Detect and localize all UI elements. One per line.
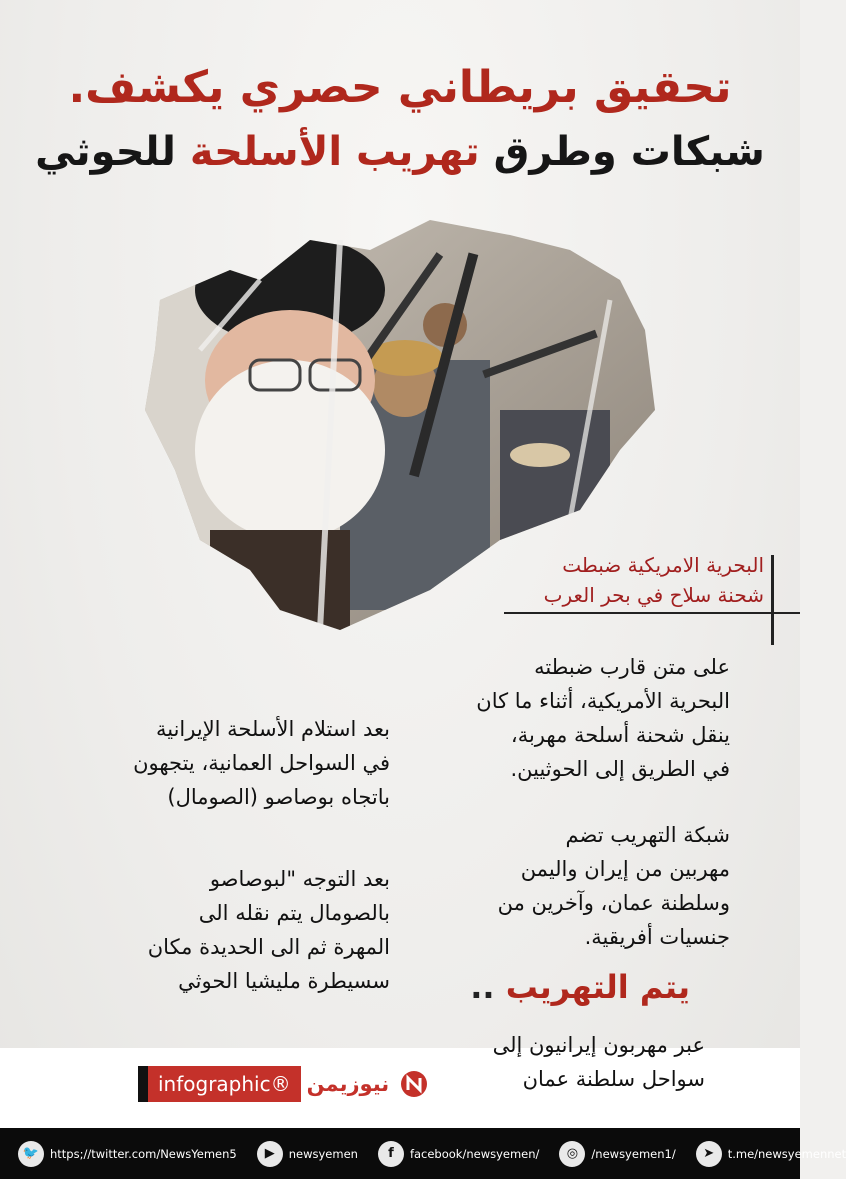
text-line: وسلطنة عمان، وآخرين من bbox=[497, 891, 730, 915]
text-line: على متن قارب ضبطته bbox=[534, 655, 730, 679]
newsyemen-logo-icon bbox=[395, 1066, 433, 1102]
telegram-icon: ➤ bbox=[696, 1141, 722, 1167]
title-line-2 bbox=[0, 128, 800, 176]
text-line: مهربين من إيران واليمن bbox=[520, 857, 730, 881]
right-paragraph-1 bbox=[430, 650, 730, 786]
text-line: سسيطرة مليشيا الحوثي bbox=[178, 969, 390, 993]
facebook-icon: f bbox=[378, 1141, 404, 1167]
caption-horizontal-rule bbox=[504, 612, 800, 614]
heading-dots: .. bbox=[470, 968, 506, 1006]
caption-line-1: البحرية الامريكية ضبطت bbox=[562, 553, 764, 577]
footer-facebook[interactable] bbox=[378, 1141, 539, 1167]
footer-youtube[interactable] bbox=[257, 1141, 358, 1167]
text-line: عبر مهربون إيرانيون إلى bbox=[492, 1033, 705, 1057]
photo-caption bbox=[434, 550, 764, 610]
instagram-icon: ◎ bbox=[559, 1141, 585, 1167]
left-paragraph-2 bbox=[70, 862, 390, 998]
brand-bar bbox=[138, 1066, 148, 1102]
text-line: البحرية الأمريكية، أثناء ما كان bbox=[476, 689, 730, 713]
title-line-2-part-b: للحوثي bbox=[35, 129, 190, 175]
brand-logo bbox=[138, 1066, 433, 1102]
social-footer bbox=[0, 1128, 846, 1179]
title-line-1: تحقيق بريطاني حصري يكشف. bbox=[68, 62, 732, 113]
text-line: بعد استلام الأسلحة الإيرانية bbox=[155, 717, 390, 741]
footer-instagram[interactable] bbox=[559, 1141, 675, 1167]
text-line: بعد التوجه "لبوصاصو bbox=[209, 867, 390, 891]
text-line: في الطريق إلى الحوثيين. bbox=[510, 757, 730, 781]
left-paragraph-1 bbox=[70, 712, 390, 814]
footer-instagram-text: /newsyemen1/ bbox=[591, 1146, 676, 1161]
caption-vertical-rule bbox=[771, 555, 774, 645]
twitter-icon: 🐦 bbox=[18, 1141, 44, 1167]
footer-youtube-text: newsyemen bbox=[288, 1146, 358, 1161]
text-line: بالصومال يتم نقله الى bbox=[198, 901, 390, 925]
infographic-label: infographic® bbox=[148, 1066, 301, 1102]
footer-facebook-text: facebook/newsyemen/ bbox=[409, 1146, 540, 1161]
title-line-2-highlight: تهريب الأسلحة bbox=[189, 129, 480, 175]
smuggling-heading-text: يتم التهريب bbox=[505, 968, 690, 1006]
text-line: شبكة التهريب تضم bbox=[565, 823, 730, 847]
text-line: باتجاه بوصاصو (الصومال) bbox=[167, 785, 390, 809]
footer-telegram-text: t.me/newsyemennet bbox=[727, 1146, 846, 1161]
title-line-2-part-a: شبكات وطرق bbox=[479, 129, 765, 175]
text-line: ينقل شحنة أسلحة مهربة، bbox=[510, 723, 730, 747]
brand-name: نيوزيمن bbox=[301, 1066, 396, 1102]
caption-line-2: شحنة سلاح في بحر العرب bbox=[543, 583, 764, 607]
youtube-icon: ▶ bbox=[257, 1141, 283, 1167]
smuggling-heading bbox=[470, 968, 690, 1006]
text-line: في السواحل العمانية، يتجهون bbox=[133, 751, 390, 775]
right-paragraph-3 bbox=[415, 1028, 705, 1096]
footer-twitter-text: https;//twitter.com/NewsYemen5 bbox=[50, 1146, 237, 1161]
footer-twitter[interactable] bbox=[18, 1141, 237, 1167]
text-line: سواحل سلطنة عمان bbox=[522, 1067, 705, 1091]
text-line: جنسيات أفريقية. bbox=[584, 925, 730, 949]
footer-telegram[interactable] bbox=[696, 1141, 846, 1167]
right-paragraph-2 bbox=[430, 818, 730, 954]
text-line: المهرة ثم الى الحديدة مكان bbox=[147, 935, 390, 959]
